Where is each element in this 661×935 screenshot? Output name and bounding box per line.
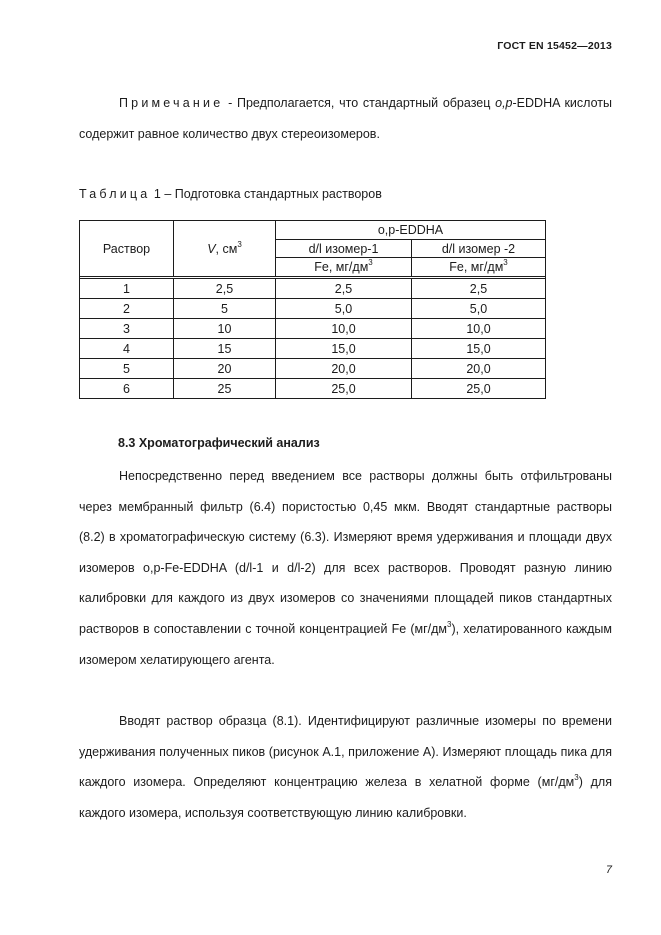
- cell-volume: 15: [174, 339, 276, 359]
- header-unit-1: [276, 258, 412, 277]
- cell-isomer-2: 15,0: [412, 339, 546, 359]
- header-isomer-2: d/l изомер -2: [412, 240, 546, 258]
- header-unit-1-sup: 3: [368, 258, 373, 267]
- cell-volume: 5: [174, 299, 276, 319]
- cell-isomer-2: 10,0: [412, 319, 546, 339]
- header-volume: [174, 221, 276, 277]
- paragraph-sample: [79, 706, 612, 828]
- header-volume-unit: , см: [215, 241, 238, 256]
- cell-isomer-2: 5,0: [412, 299, 546, 319]
- header-isomer-1: d/l изомер-1: [276, 240, 412, 258]
- table-row: [80, 339, 546, 359]
- paragraph-procedure: [79, 461, 612, 675]
- table-caption: [79, 187, 382, 201]
- cell-volume: 25: [174, 379, 276, 399]
- cell-volume: 20: [174, 359, 276, 379]
- cell-volume: 10: [174, 319, 276, 339]
- cell-solution: 5: [80, 359, 174, 379]
- paragraph-procedure-sup: 3: [447, 619, 452, 629]
- cell-volume: 2,5: [174, 279, 276, 299]
- note-paragraph: [79, 88, 612, 149]
- header-unit-2-sup: 3: [503, 258, 508, 267]
- header-volume-symbol: V: [207, 241, 216, 256]
- note-text-2: -EDDHA кислоты содержит равное количество двух стереоизомеров.: [79, 96, 612, 141]
- header-unit-1-text: Fe, мг/дм: [314, 260, 369, 274]
- page-number: 7: [605, 864, 612, 876]
- cell-isomer-2: 2,5: [412, 279, 546, 299]
- table-row: [80, 279, 546, 299]
- standard-solutions-table: [79, 220, 546, 399]
- cell-isomer-1: 10,0: [276, 319, 412, 339]
- paragraph-sample-text-b: ) для каждого изомера, используя соответствующую линию калибровки.: [79, 775, 612, 820]
- cell-isomer-1: 5,0: [276, 299, 412, 319]
- table-caption-word: Таблица: [79, 187, 151, 201]
- header-group: o,p-EDDHA: [276, 221, 546, 240]
- header-volume-sup: 3: [237, 239, 242, 249]
- note-text-1: - Предполагается, что стандартный образец: [223, 96, 496, 110]
- cell-isomer-1: 25,0: [276, 379, 412, 399]
- table-row: [80, 299, 546, 319]
- table-row: [80, 379, 546, 399]
- table-caption-rest: 1 – Подготовка стандартных растворов: [150, 187, 382, 201]
- header-unit-2-text: Fe, мг/дм: [449, 260, 504, 274]
- paragraph-procedure-text-b: ), хелатированного каждым изомером хелатирующего агента.: [79, 621, 612, 667]
- note-lead: Примечание: [119, 96, 224, 110]
- table-row: [80, 359, 546, 379]
- cell-isomer-2: 20,0: [412, 359, 546, 379]
- table-row: [80, 319, 546, 339]
- note-isomer: o,p: [495, 96, 513, 110]
- paragraph-procedure-text-a: Непосредственно перед введением все растворы должны быть отфильтрованы через мембранный фильтр (6.4) пористостью 0,45 мкм. Вводят стандартные растворы (8.2) в хроматографическую систему (6.3). Измеряют время удерживания и площади двух изомеров o,p-Fe-EDDHA (d/l-1 и d/l-2) для всех растворов. Проводят разную линию калибровки для каждого из двух изомеров со значениями площадей пиков стандартных растворов в сопоставлении с точной концентрацией Fe (мг/дм: [79, 469, 612, 636]
- cell-isomer-1: 2,5: [276, 279, 412, 299]
- section-heading: 8.3 Хроматографический анализ: [118, 436, 320, 450]
- header-unit-2: [412, 258, 546, 277]
- cell-solution: 6: [80, 379, 174, 399]
- cell-solution: 1: [80, 279, 174, 299]
- cell-isomer-2: 25,0: [412, 379, 546, 399]
- document-code: ГОСТ EN 15452—2013: [497, 40, 612, 52]
- cell-solution: 4: [80, 339, 174, 359]
- paragraph-sample-sup: 3: [574, 773, 579, 783]
- cell-solution: 2: [80, 299, 174, 319]
- cell-isomer-1: 15,0: [276, 339, 412, 359]
- cell-isomer-1: 20,0: [276, 359, 412, 379]
- header-solution: Раствор: [80, 221, 174, 277]
- paragraph-sample-text-a: Вводят раствор образца (8.1). Идентифицируют различные изомеры по времени удерживания полученных пиков (рисунок А.1, приложение А). Измеряют площадь пика для каждого изомера. Определяют концентрацию железа в хелатной форме (мг/дм: [79, 714, 612, 790]
- cell-solution: 3: [80, 319, 174, 339]
